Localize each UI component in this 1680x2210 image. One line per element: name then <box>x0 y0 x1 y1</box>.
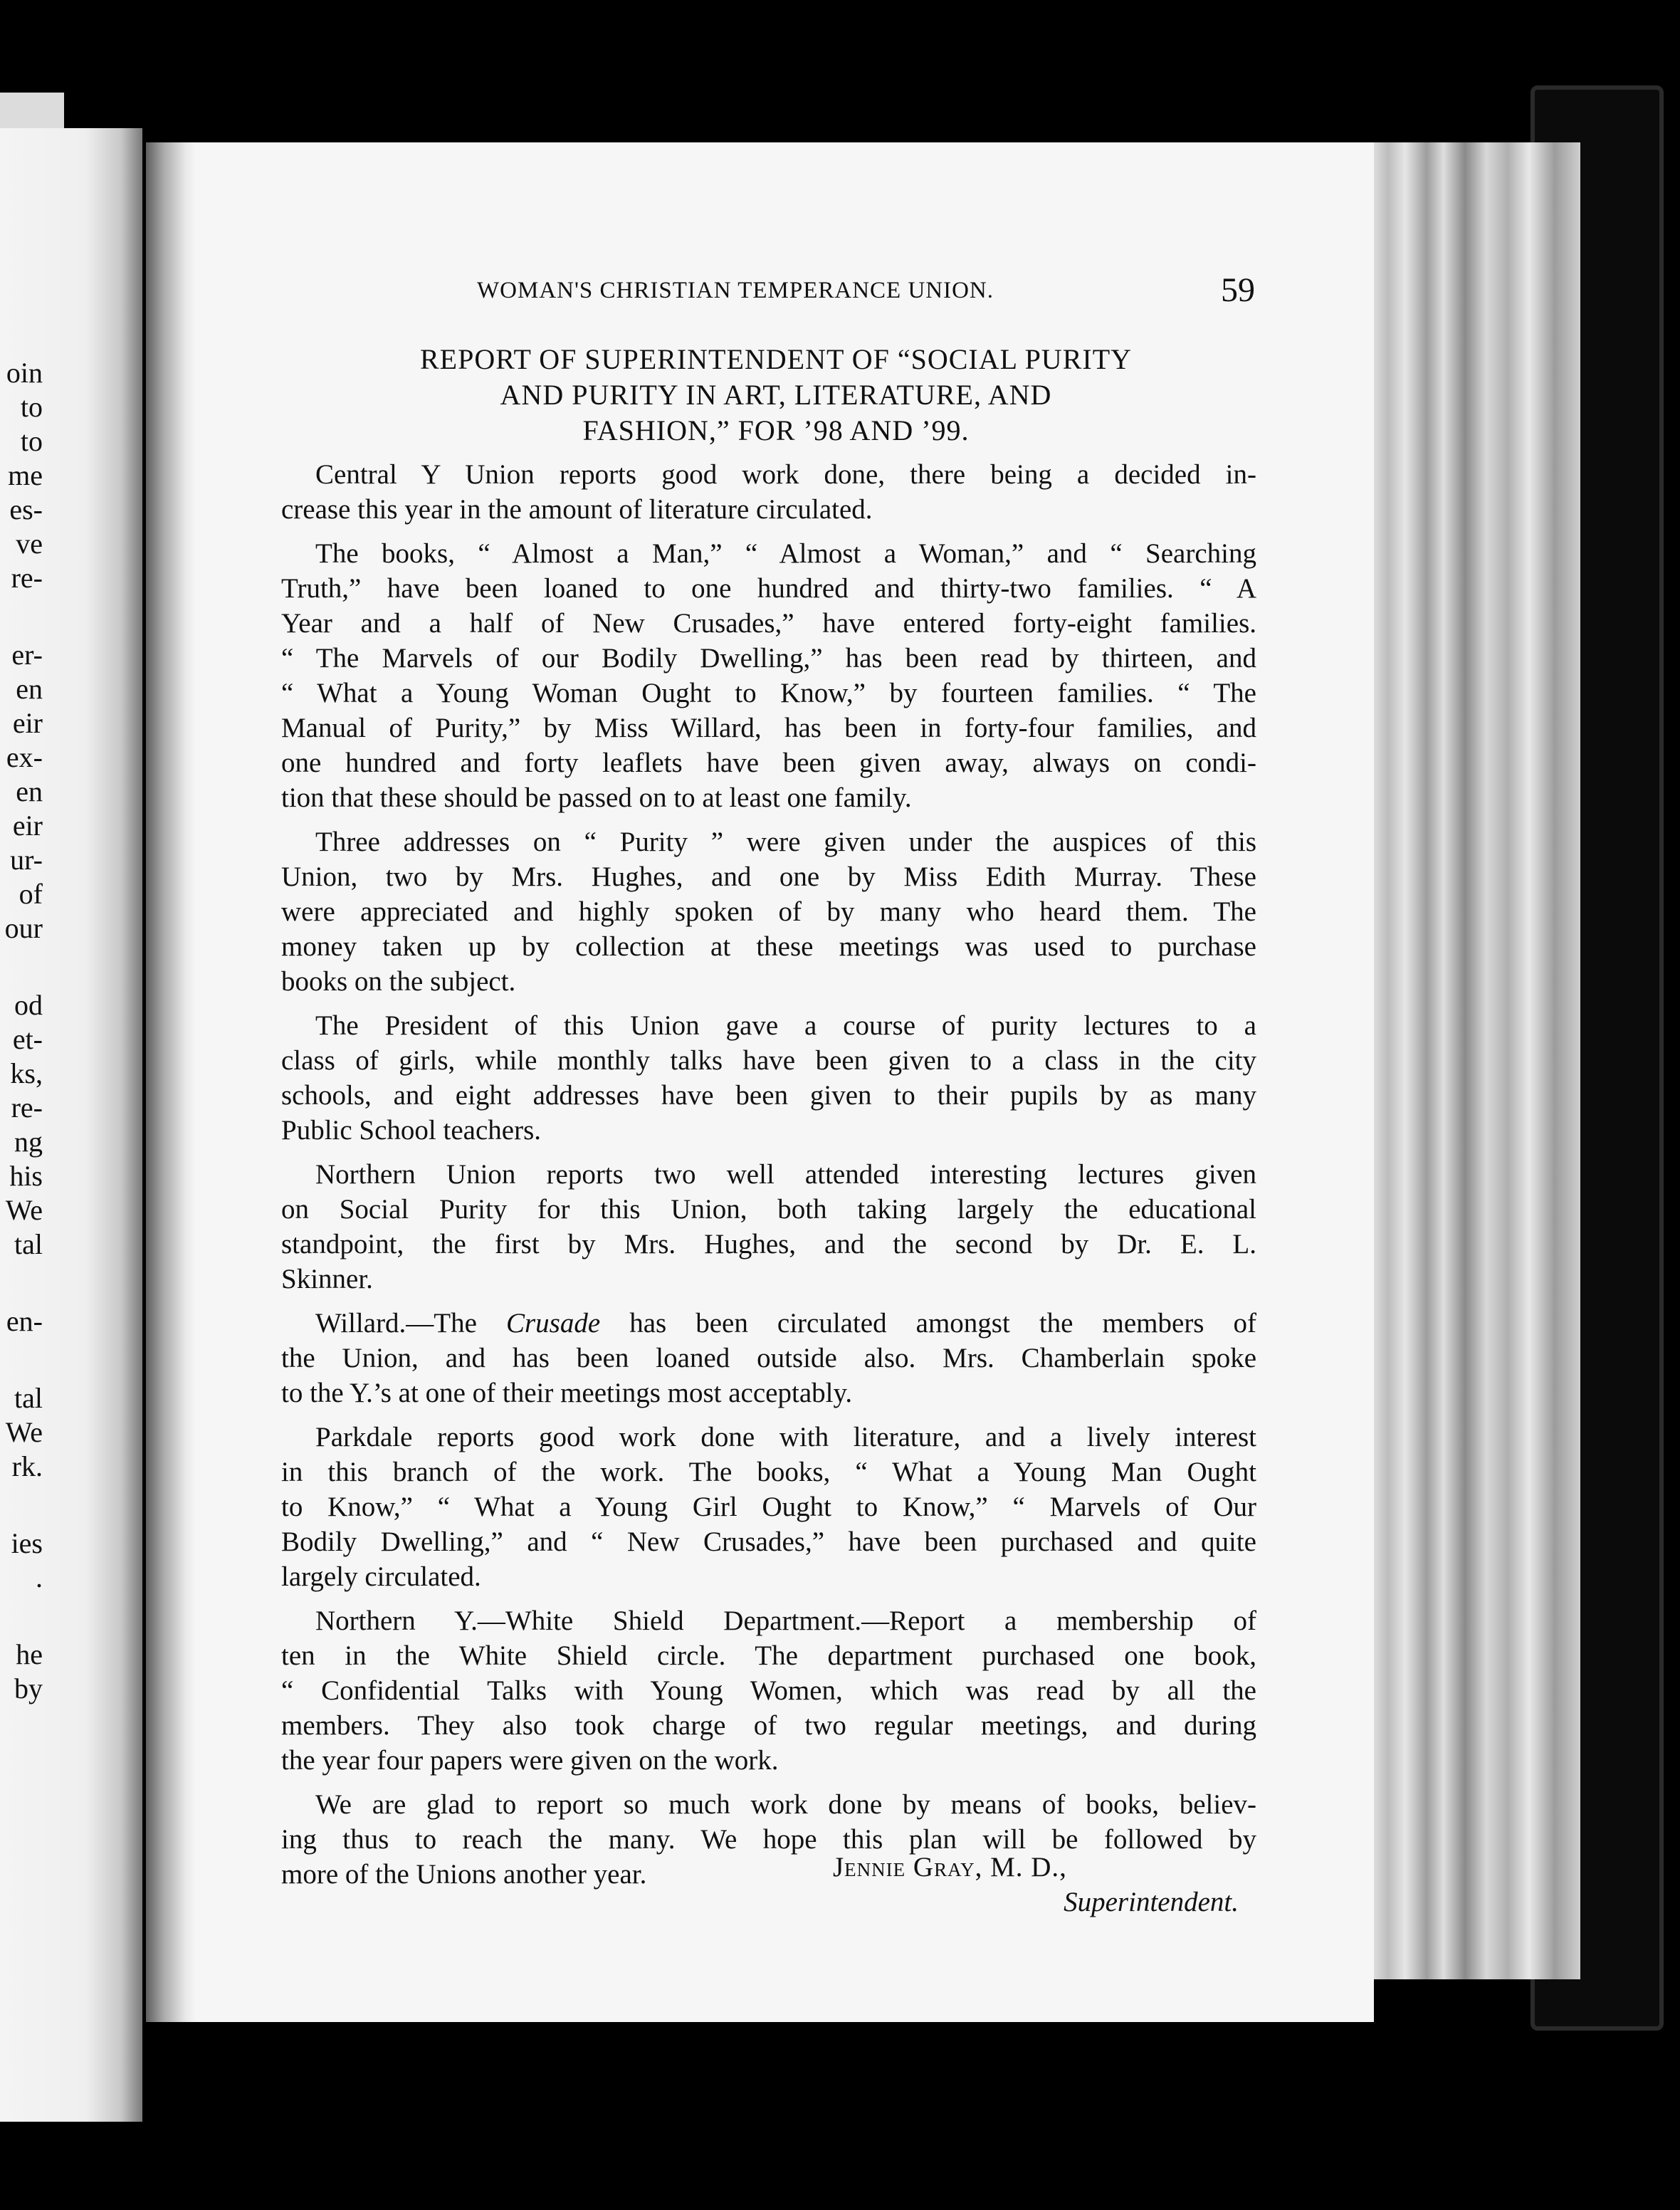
left-page-fragment: en <box>16 673 43 705</box>
text-line: Northern Y.—White Shield Department.—Report a membership of <box>315 1606 1256 1636</box>
left-page-fragment: ur- <box>10 844 43 876</box>
text-line: largely circulated. <box>281 1561 481 1592</box>
text-line: books on the subject. <box>281 966 516 997</box>
text-line: Union, two by Mrs. Hughes, and one by Miss Edith Murray. These <box>281 862 1256 892</box>
left-page-fragment: eir <box>12 810 43 842</box>
text-line: Year and a half of New Crusades,” have entered forty-eight families. <box>281 608 1256 639</box>
left-page-fragment: of <box>19 878 43 910</box>
left-page-fragment: to <box>20 425 43 457</box>
gutter-shadow <box>146 142 196 2022</box>
left-page-fragment <box>0 595 43 638</box>
left-page-fragment: ex- <box>6 741 43 773</box>
left-page-fragment <box>0 946 43 988</box>
text-line: crease this year in the amount of literature circulated. <box>281 494 873 525</box>
title-line: AND PURITY IN ART, LITERATURE, AND <box>500 379 1052 411</box>
left-page-fragment: tal <box>14 1228 43 1260</box>
text-line: ten in the White Shield circle. The department purchased one book, <box>281 1640 1256 1671</box>
signature-name: Jennie Gray, M. D., <box>833 1852 1067 1882</box>
left-page-fragment: tal <box>14 1382 43 1414</box>
title-line: REPORT OF SUPERINTENDENT OF “SOCIAL PURITY <box>419 343 1133 375</box>
left-page-fragment: to <box>20 391 43 423</box>
text-line: Parkdale reports good work done with literature, and a lively interest <box>315 1422 1256 1452</box>
text-line: schools, and eight addresses have been given to their pupils by as many <box>281 1080 1256 1111</box>
left-page-fragment: re- <box>11 562 43 594</box>
left-page-fragment: he <box>16 1638 43 1670</box>
left-page-fragment: ks, <box>10 1057 43 1089</box>
text-line: We are glad to report so much work done by means of books, believ- <box>315 1789 1256 1820</box>
text-line: tion that these should be passed on to at least one family. <box>281 782 912 813</box>
signature-block <box>833 1851 1260 1918</box>
left-page-fragment: re- <box>11 1091 43 1124</box>
left-page-fragment: ies <box>11 1527 43 1559</box>
page-stack-edges <box>1367 142 1580 1979</box>
left-page-fragment: ve <box>16 528 43 560</box>
left-page-fragment: et- <box>12 1023 43 1055</box>
left-page-fragment: me <box>8 459 43 491</box>
left-page-fragment: our <box>4 912 43 944</box>
text-line: class of girls, while monthly talks have been given to a class in the city <box>281 1045 1256 1076</box>
text-line: were appreciated and highly spoken of by many who heard them. The <box>281 896 1256 927</box>
text-line: Bodily Dwelling,” and “ New Crusades,” have been purchased and quite <box>281 1526 1256 1557</box>
running-header: WOMAN'S CHRISTIAN TEMPERANCE UNION. <box>477 278 994 303</box>
report-title <box>303 342 1249 449</box>
text-line: to Know,” “ What a Young Girl Ought to Know,” “ Marvels of Our <box>281 1492 1256 1522</box>
left-page-fragments <box>0 356 43 1706</box>
left-page-fragment: his <box>9 1160 43 1192</box>
text-line: standpoint, the first by Mrs. Hughes, and the second by Dr. E. L. <box>281 1229 1256 1260</box>
text-line: to the Y.’s at one of their meetings most acceptably. <box>281 1378 853 1408</box>
text-line: Truth,” have been loaned to one hundred and thirty-two families. “ A <box>281 573 1256 604</box>
left-page-fragment <box>0 1339 43 1381</box>
page-number: 59 <box>1221 271 1255 309</box>
left-page-fragment: by <box>14 1672 43 1704</box>
report-body <box>281 457 1256 1901</box>
text-line: members. They also took charge of two regular meetings, and during <box>281 1710 1256 1741</box>
text-line: in this branch of the work. The books, “ What a Young Man Ought <box>281 1457 1256 1487</box>
paragraph <box>281 536 1256 815</box>
left-page-fragment: en <box>16 775 43 807</box>
text-line: “ The Marvels of our Bodily Dwelling,” has been read by thirteen, and <box>281 643 1256 674</box>
left-page-fragment: . <box>36 1561 43 1593</box>
text-line: “ Confidential Talks with Young Women, which was read by all the <box>281 1675 1256 1706</box>
left-page-fragment: rk. <box>11 1450 43 1482</box>
paragraph <box>281 1157 1256 1297</box>
text-line: Skinner. <box>281 1264 373 1294</box>
text-line: The books, “ Almost a Man,” “ Almost a Woman,” and “ Searching <box>315 538 1256 569</box>
italic-title: Crusade <box>505 1308 601 1339</box>
text-line: ing thus to reach the many. We hope this plan will be followed by <box>281 1824 1256 1855</box>
left-page-fragment: ng <box>14 1126 43 1158</box>
left-page-fragment <box>0 1595 43 1638</box>
text-line: “ What a Young Woman Ought to Know,” by fourteen families. “ The <box>281 678 1256 708</box>
paragraph <box>281 824 1256 999</box>
left-page-fragment <box>0 1484 43 1526</box>
text-line: money taken up by collection at these meetings was used to purchase <box>281 931 1256 962</box>
left-page-fragment: es- <box>9 493 43 525</box>
left-page-fragment: We <box>5 1416 43 1448</box>
book-page <box>146 142 1374 2022</box>
text-line: the Union, and has been loaned outside also. Mrs. Chamberlain spoke <box>281 1343 1256 1373</box>
text-line: Public School teachers. <box>281 1115 541 1146</box>
left-page-fragment: We <box>5 1194 43 1226</box>
text-line: one hundred and forty leaflets have been given away, always on condi- <box>281 748 1256 778</box>
paragraph <box>281 1008 1256 1148</box>
left-page-fragment: en- <box>6 1305 43 1337</box>
left-page-tab <box>0 93 64 128</box>
text-line: Manual of Purity,” by Miss Willard, has been in forty-four families, and <box>281 713 1256 743</box>
text-line: Willard.—The Crusade has been circulated amongst the members of <box>315 1308 1256 1339</box>
text-line: Three addresses on “ Purity ” were given under the auspices of this <box>315 827 1256 857</box>
title-line: FASHION,” FOR ’98 AND ’99. <box>582 414 970 446</box>
paragraph <box>281 457 1256 527</box>
signature-title: Superintendent. <box>1064 1887 1239 1917</box>
text-line: on Social Purity for this Union, both taking largely the educational <box>281 1194 1256 1225</box>
text-line: Central Y Union reports good work done, there being a decided in- <box>315 459 1256 490</box>
paragraph <box>281 1420 1256 1594</box>
text-line: The President of this Union gave a course of purity lectures to a <box>315 1010 1256 1041</box>
paragraph <box>281 1603 1256 1778</box>
text-line: the year four papers were given on the work. <box>281 1745 779 1776</box>
left-page-fragment: oin <box>6 357 43 389</box>
paragraph <box>281 1306 1256 1410</box>
text-line: Northern Union reports two well attended interesting lectures given <box>315 1159 1256 1190</box>
left-page-fragment <box>0 1262 43 1304</box>
left-page-fragment: er- <box>11 639 43 671</box>
left-page-fragment: eir <box>12 707 43 739</box>
text-line: more of the Unions another year. <box>281 1859 647 1890</box>
left-page-fragment: od <box>14 989 43 1021</box>
